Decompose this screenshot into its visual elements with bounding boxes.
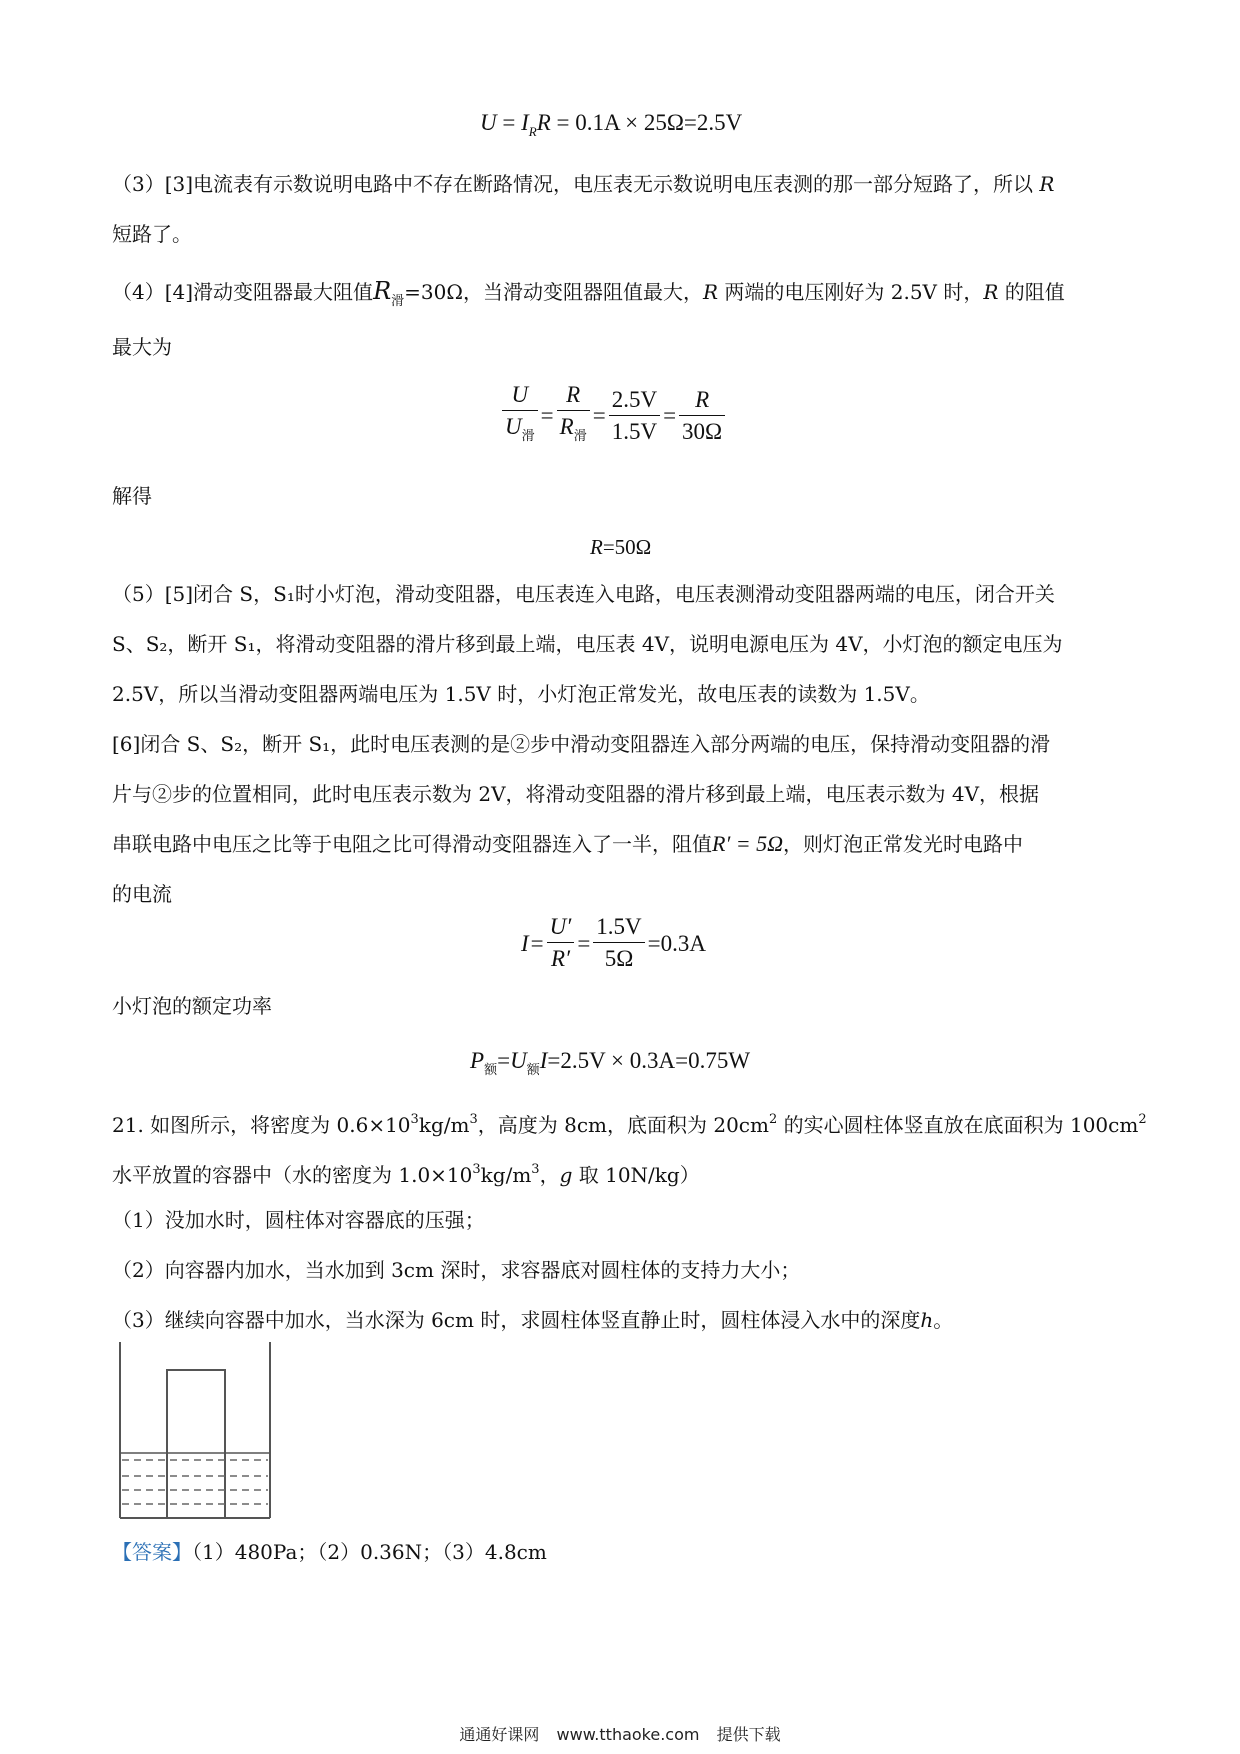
text-run: 两端的电压刚好为 2.5V 时， xyxy=(724,280,984,304)
text-run: （2）向容器内加水，当水加到 3cm 深时，求容器底对圆柱体的支持力大小； xyxy=(112,1258,801,1282)
paragraph-part6-line2 xyxy=(112,780,1132,808)
paragraph-part5-line1 xyxy=(112,580,1132,608)
text-run: （4）[4]滑动变阻器最大阻值 xyxy=(112,280,374,304)
denominator: 30Ω xyxy=(682,418,723,444)
paragraph-part6-line4 xyxy=(112,880,1132,908)
eq-symbol: P xyxy=(470,1048,485,1073)
numerator: 2.5V xyxy=(609,385,660,416)
text-run: 的阻值 xyxy=(1004,280,1065,304)
symbol-h: h xyxy=(920,1308,934,1332)
text-run: =30Ω，当滑动变阻器阻值最大， xyxy=(404,280,703,304)
eq-symbol: U xyxy=(480,110,497,135)
paragraph-part6-line1 xyxy=(112,730,1132,758)
eq-symbol: I xyxy=(539,1048,548,1073)
page-footer xyxy=(0,1722,1240,1745)
subscript: 额 xyxy=(526,1062,540,1077)
text-run: 取 10N/kg） xyxy=(572,1163,700,1187)
subscript: 滑 xyxy=(391,294,405,309)
question-21-line2 xyxy=(112,1156,1132,1189)
symbol-r: R xyxy=(983,280,999,304)
power-label xyxy=(112,992,1132,1020)
solve-label xyxy=(112,482,1132,510)
footer-note: 提供下载 xyxy=(716,1725,781,1744)
eq-operator: = xyxy=(530,930,544,956)
footer-site-name: 通通好课网 xyxy=(459,1725,540,1744)
text-run: S、S₂，断开 S₁，将滑动变阻器的滑片移到最上端，电压表 4V，说明电源电压为 4V，小灯泡的额定电压为 xyxy=(112,632,1063,656)
superscript: 3 xyxy=(410,1112,419,1127)
denominator: R xyxy=(559,414,574,439)
question-21-subquestion-1 xyxy=(112,1206,1132,1234)
text-run: ，高度为 8cm，底面积为 20cm xyxy=(477,1113,769,1137)
eq-operator: = xyxy=(540,403,554,428)
fraction xyxy=(609,385,660,448)
text-run: 最大为 xyxy=(112,335,172,359)
text-run: 的电流 xyxy=(112,882,172,906)
text-run: 片与②步的位置相同，此时电压表示数为 2V，将滑动变阻器的滑片移到最上端，电压表示数为 4V，根据 xyxy=(112,782,1040,806)
fraction xyxy=(502,380,538,452)
text-run: [6]闭合 S、S₂，断开 S₁，此时电压表测的是②步中滑动变阻器连入部分两端的电压，保持滑动变阻器的滑 xyxy=(112,732,1051,756)
text-run: （1）没加水时，圆柱体对容器底的压强； xyxy=(112,1208,485,1232)
eq-symbol: R xyxy=(590,535,603,559)
answer-tag: 【答案】 xyxy=(112,1540,192,1564)
eq-value: = 0.1A × 25Ω=2.5V xyxy=(556,110,743,135)
denominator: 5Ω xyxy=(604,946,634,971)
paragraph-part4-line2 xyxy=(112,333,1132,361)
eq-value: =50Ω xyxy=(602,535,652,559)
eq-value: =0.3A xyxy=(647,930,707,956)
numerator: U′ xyxy=(547,912,575,943)
paragraph-part3-line2 xyxy=(112,220,1132,248)
text-run: 短路了。 xyxy=(112,222,192,246)
text-run: ， xyxy=(539,1163,560,1187)
text-run: kg/m xyxy=(418,1113,470,1137)
superscript: 3 xyxy=(531,1162,540,1177)
container-cylinder-figure xyxy=(112,1340,282,1530)
superscript: 2 xyxy=(768,1112,778,1127)
denominator: 1.5V xyxy=(611,418,658,444)
eq-value: =2.5V × 0.3A=0.75W xyxy=(547,1048,751,1073)
paragraph-part5-line3 xyxy=(112,680,1132,708)
paragraph-part3-line1 xyxy=(112,170,1132,198)
fraction xyxy=(593,912,644,975)
fraction xyxy=(557,380,590,452)
text-run: 。 xyxy=(933,1308,954,1332)
paragraph-part5-line2 xyxy=(112,630,1132,658)
footer-url[interactable]: www.tthaoke.com xyxy=(556,1725,700,1744)
subscript: 滑 xyxy=(573,428,587,443)
inline-equation: R′ = 5Ω xyxy=(712,831,784,856)
paragraph-part4-line1 xyxy=(112,277,1132,316)
paragraph-part6-line3 xyxy=(112,830,1132,858)
eq-symbol: I xyxy=(521,930,529,956)
equation-current xyxy=(520,912,707,975)
eq-symbol: R xyxy=(536,110,551,135)
eq-subscript: R xyxy=(528,124,537,139)
eq-operator: = xyxy=(502,110,516,135)
answer-line xyxy=(112,1538,1132,1566)
denominator: U xyxy=(505,414,522,439)
equation-ratio xyxy=(500,380,727,452)
fraction xyxy=(547,912,575,975)
text-run: ，则灯泡正常发光时电路中 xyxy=(783,832,1024,856)
superscript: 3 xyxy=(469,1112,478,1127)
eq-operator: = xyxy=(592,403,606,428)
text-run: 2.5V，所以当滑动变阻器两端电压为 1.5V 时，小灯泡正常发光，故电压表的读数为 1.5V。 xyxy=(112,682,930,706)
equation-power xyxy=(470,1046,750,1085)
eq-symbol: U xyxy=(510,1048,527,1073)
superscript: 2 xyxy=(1138,1112,1147,1127)
superscript: 3 xyxy=(472,1162,481,1177)
eq-operator: = xyxy=(577,930,591,956)
denominator: R′ xyxy=(550,946,571,971)
text-run: （3）[3]电流表有示数说明电路中不存在断路情况，电压表无示数说明电压表测的那一部分短路了，所以 xyxy=(112,172,1034,196)
text-run: 串联电路中电压之比等于电阻之比可得滑动变阻器连入了一半，阻值 xyxy=(112,832,712,856)
equation-result-r xyxy=(590,532,651,562)
eq-operator: = xyxy=(497,1048,511,1073)
symbol-r: R xyxy=(373,277,392,305)
symbol-r: R xyxy=(1039,172,1055,196)
text-run: 的实心圆柱体竖直放在底面积为 100cm xyxy=(777,1113,1139,1137)
subscript: 额 xyxy=(484,1062,498,1077)
question-21-subquestion-2 xyxy=(112,1256,1132,1284)
eq-operator: = xyxy=(663,403,677,428)
numerator: R xyxy=(679,385,725,416)
eq-symbol: I xyxy=(521,110,529,135)
question-21-subquestion-3 xyxy=(112,1306,1132,1334)
text-run: 解得 xyxy=(112,484,152,508)
water-surface-lines xyxy=(122,1460,268,1504)
numerator: R xyxy=(557,380,590,411)
text-run: 水平放置的容器中（水的密度为 1.0×10 xyxy=(112,1163,473,1187)
numerator: U xyxy=(502,380,538,411)
equation-voltage xyxy=(480,108,742,147)
symbol-g: g xyxy=(559,1163,573,1187)
question-21-line1 xyxy=(112,1106,1147,1139)
text-run: 小灯泡的额定功率 xyxy=(112,994,272,1018)
numerator: 1.5V xyxy=(593,912,644,943)
cylinder xyxy=(167,1370,225,1518)
text-run: （3）继续向容器中加水，当水深为 6cm 时，求圆柱体竖直静止时，圆柱体浸入水中的深度 xyxy=(112,1308,921,1332)
answer-text: （1）480Pa；（2）0.36N；（3）4.8cm xyxy=(192,1540,547,1564)
text-run: （5）[5]闭合 S，S₁时小灯泡，滑动变阻器，电压表连入电路，电压表测滑动变阻器两端的电压，闭合开关 xyxy=(112,582,1055,606)
subscript: 滑 xyxy=(521,428,535,443)
text-run: 21. 如图所示，将密度为 0.6×10 xyxy=(112,1113,411,1137)
fraction xyxy=(679,385,725,448)
text-run: kg/m xyxy=(480,1163,532,1187)
symbol-r: R xyxy=(702,280,719,304)
